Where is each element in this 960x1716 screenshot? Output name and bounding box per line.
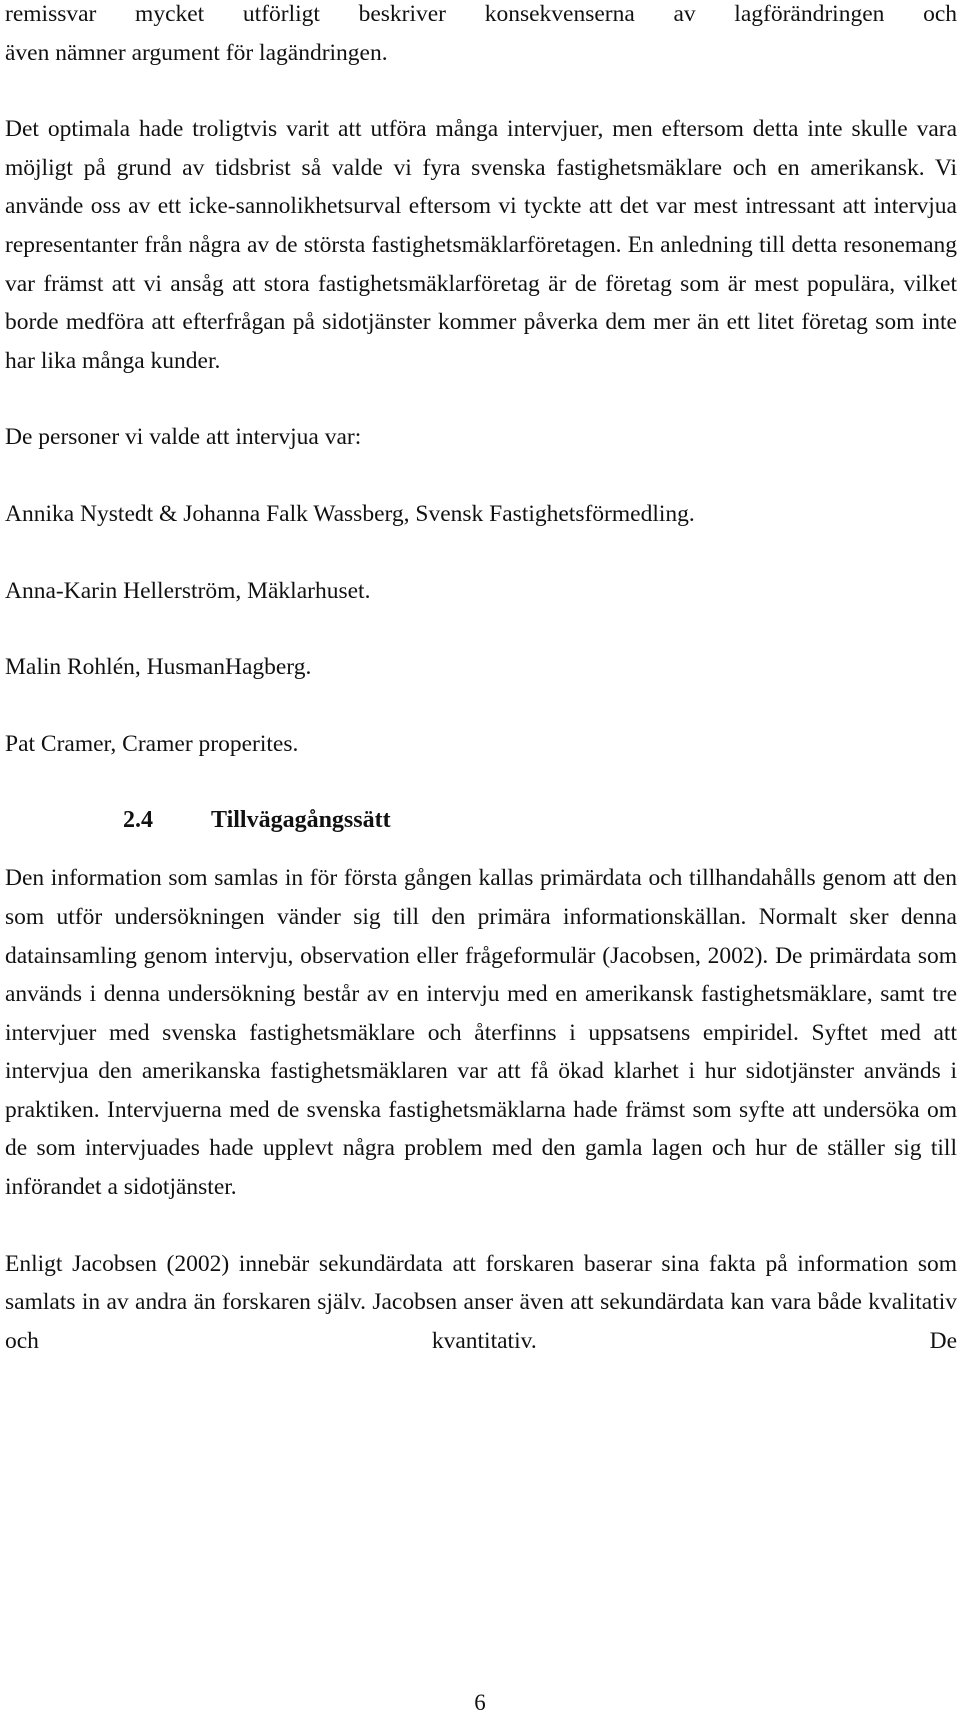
interviewee-item: Anna-Karin Hellerström, Mäklarhuset. xyxy=(5,577,371,604)
paragraph-primary-data: Den information som samlas in för första gången kallas primärdata och tillhandahålls genom att den som utför undersökningen vänder sig till den primära informationskällan. Normalt sker denna datainsamling genom intervju, observation eller frågeformulär (Jacobsen, 2002). De primärdata som används i denna undersökning består av en intervju med en amerikansk fastighetsmäklare, samt tre intervjuer med svenska fastighetsmäklare och återfinns i uppsatsens empiridel. Syftet med att intervjua den amerikanska fastighetsmäklaren var att få ökad klarhet i hur sidotjänster används i praktiken. Intervjuerna med de svenska fastighetsmäklarna hade främst som syfte att undersöka om de som intervjuades hade upplevt några problem med den gamla lagen och hur de ställer sig till införandet a sidotjänster. xyxy=(5,865,957,1201)
section-heading xyxy=(5,801,957,839)
spacer xyxy=(5,610,957,648)
spacer xyxy=(5,72,957,110)
paragraph-interviewees-intro: De personer vi valde att intervjua var: xyxy=(5,424,362,451)
interviewee-item: Pat Cramer, Cramer properites. xyxy=(5,730,299,757)
section-number: 2.4 xyxy=(123,807,153,834)
page-number: 6 xyxy=(474,1690,486,1715)
spacer xyxy=(5,839,957,859)
spacer xyxy=(5,534,957,572)
document-page xyxy=(5,0,957,1360)
paragraph-continuation-line-2: även nämner argument för lagändringen. xyxy=(5,39,388,66)
spacer xyxy=(5,457,957,495)
section-title: Tillvägagångssätt xyxy=(211,807,391,834)
spacer xyxy=(5,763,957,801)
interviewee-item: Malin Rohlén, HusmanHagberg. xyxy=(5,654,312,681)
interviewee-item: Annika Nystedt & Johanna Falk Wassberg, Svensk Fastighetsförmedling. xyxy=(5,500,695,527)
spacer xyxy=(5,1207,957,1245)
paragraph-secondary-data: Enligt Jacobsen (2002) innebär sekundärdata att forskaren baserar sina fakta på information som samlats in av andra än forskaren själv. Jacobsen anser även att sekundärdata kan vara både kvalitativ och kvantitativ. De xyxy=(5,1250,957,1354)
spacer xyxy=(5,687,957,725)
paragraph-continuation-line-1: remissvar mycket utförligt beskriver konsekvenserna av lagförändringen och xyxy=(5,1,957,27)
paragraph-interview-selection: Det optimala hade troligtvis varit att utföra många intervjuer, men eftersom detta inte skulle vara möjligt på grund av tidsbrist så valde vi fyra svenska fastighetsmäklare och en amerikansk. Vi använde oss av ett icke-sannolikhetsurval eftersom vi tyckte att det var mest intressant att intervjua representanter från några av de största fastighetsmäklarföretagen. En anledning till detta resonemang var främst att vi ansåg att stora fastighetsmäklarföretag är de företag som är mest populära, vilket borde medföra att efterfrågan på sidotjänster kommer påverka dem mer än ett litet företag som inte har lika många kunder. xyxy=(5,116,957,374)
spacer xyxy=(5,380,957,418)
